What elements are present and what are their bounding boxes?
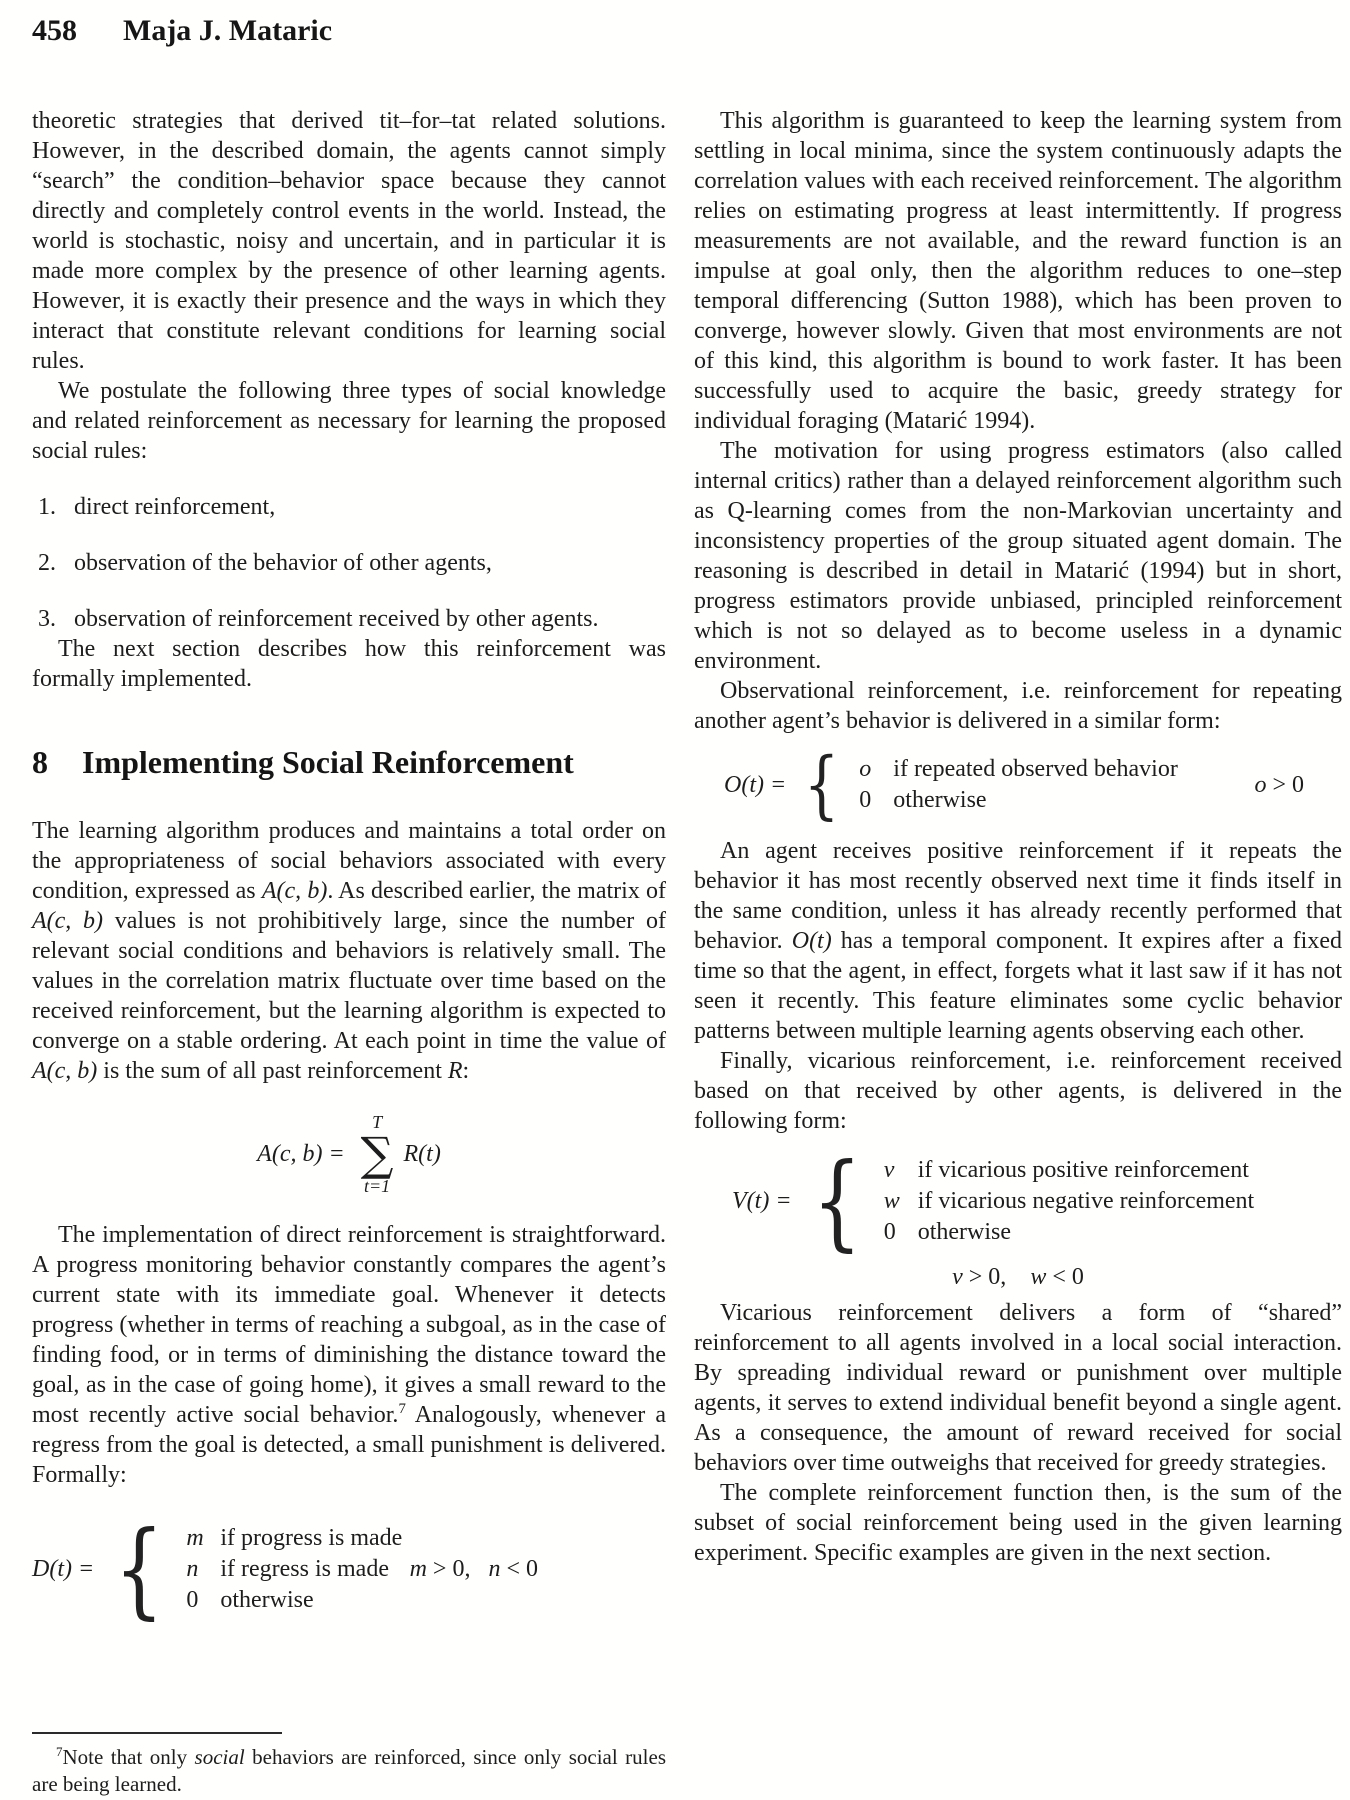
equation-lhs: A(c, b) = [257,1141,345,1167]
case-row [876,1155,1255,1186]
equation-constraint: m > 0, n < 0 [409,1556,538,1582]
paragraph-postulate: We postulate the following three types of social knowledge and related reinforcement as necessary for learning the proposed social rules: [32,378,666,464]
case-row [178,1554,402,1585]
page-header [32,14,332,48]
equation-constraint: o > 0 [1254,772,1304,798]
paragraph-shared-reinforcement: Vicarious reinforcement delivers a form of “shared” reinforcement to all agents involved in a local social interaction. By spreading individual reward or punishment over multiple agents, it serves to extend individual benefit beyond a single agent. As a consequence, the amount of reward received for social behaviors over time outweighs that received for greedy strategies. [694,1300,1342,1476]
equation-rhs: R(t) [403,1141,441,1167]
paragraph-strategies: theoretic strategies that derived tit–for–tat related solutions. However, in the described domain, the agents cannot simply “search” the condition–behavior space because they cannot directly and completely control events in the world. Instead, the world is stochastic, noisy and uncertain, and in particular it is made more complex by the presence of other learning agents. However, it is exactly their presence and the ways in which they interact that constitute relevant conditions for learning social rules. [32,108,666,374]
paragraph-learning-algorithm: The learning algorithm produces and maintains a total order on the appropriateness of social behaviors associated with every condition, expressed as A(c, b). As described earlier, the matrix of A(c, b) values is not prohibitively large, since the number of relevant social conditions and behaviors is relatively small. The values in the correlation matrix fluctuate over time based on the received reinforcement, but the learning algorithm is expected to converge on a stable ordering. At each point in time the value of A(c, b) is the sum of all past reinforcement R: [32,818,666,1084]
case-row [178,1523,402,1554]
paragraph-agent-repeats: An agent receives positive reinforcement if it repeats the behavior it has most recently observed next time it finds itself in the same condition, unless it has already recently performed that behavior. O(t) has a temporal component. It expires after a fixed time so that the agent, in effect, forgets what it last saw if it has not seen it recently. This feature eliminates some cyclic behavior patterns between multiple learning agents observing each other. [694,838,1342,1044]
list-item-1 [38,492,666,522]
case-row [876,1217,1255,1248]
list-number: 1. [38,494,56,520]
case-symbol: 0 [186,1586,199,1613]
summation-block [361,1112,394,1196]
case-row [178,1585,402,1616]
footnote-rule [32,1732,282,1734]
case-symbol: w [883,1187,900,1214]
case-symbol: o [859,756,872,782]
list-number: 3. [38,606,56,632]
equation-lhs: V(t) = [732,1188,792,1214]
section-heading [32,744,666,780]
sigma-summation-symbol: ∑ [360,1127,394,1181]
footnote-text: $^7$Note that only social behaviors are reinforced, since only social rules are being learned. [32,1744,666,1796]
summation-lower-limit: t=1 [364,1176,391,1196]
summation-upper-limit: T [372,1112,383,1132]
case-condition: otherwise [917,1218,1011,1245]
column-left [32,106,667,1630]
paragraph-complete-function: The complete reinforcement function then, is the sum of the subset of social reinforcement being used in the given learning experiment. Specific examples are given in the next section. [694,1480,1342,1566]
equation-sum-reinforcement [32,1112,666,1196]
list-number: 2. [38,550,56,576]
case-row [851,754,1178,785]
list-item-2 [38,548,666,578]
case-symbol: n [186,1555,199,1582]
case-condition: if vicarious positive reinforcement [917,1156,1249,1183]
case-condition: if progress is made [220,1524,403,1551]
footnote [32,1732,666,1798]
case-condition: if regress is made [220,1555,389,1582]
left-brace: { [114,1508,165,1630]
section-number: 8 [32,744,48,780]
paragraph-next-section: The next section describes how this reinforcement was formally implemented. [32,636,666,692]
equation-cases [876,1155,1255,1248]
case-symbol: v [883,1156,895,1183]
equation-direct-reinforcement [32,1508,666,1630]
left-brace: { [804,742,840,828]
list-text: observation of reinforcement received by other agents. [74,606,599,632]
page-number: 458 [32,14,77,47]
case-condition: otherwise [893,787,987,813]
equation-cases [851,754,1178,816]
equation-cases [178,1523,402,1616]
case-row [876,1186,1255,1217]
paragraph-algorithm-guarantee: This algorithm is guaranteed to keep the learning system from settling in local minima, since the system continuously adapts the correlation values with each received reinforcement. The algorithm relies on estimating progress at least intermittently. If progress measurements are not available, and the reward function is an impulse at goal only, then the algorithm reduces to one–step temporal differencing (Sutton 1988), which has been proven to converge, however slowly. Given that most environments are not of this kind, this algorithm is bound to work faster. It has been successfully used to acquire the basic, greedy strategy for individual foraging (Matarić 1994). [694,108,1342,434]
case-symbol: 0 [859,787,872,813]
equation-constraint: v > 0, w < 0 [952,1264,1084,1290]
equation-lhs: D(t) = [32,1556,95,1582]
case-row [851,785,1178,816]
paragraph-observational: Observational reinforcement, i.e. reinforcement for repeating another agent’s behavior is delivered in a similar form: [694,678,1342,734]
paragraph-vicarious-intro: Finally, vicarious reinforcement, i.e. reinforcement received based on that received by other agents, is delivered in the following form: [694,1048,1342,1134]
paragraph-motivation: The motivation for using progress estimators (also called internal critics) rather than a delayed reinforcement algorithm such as Q-learning comes from the non-Markovian uncertainty and inconsistency properties of the group situated agent domain. The reasoning is described in detail in Matarić (1994) but in short, progress estimators provide unbiased, principled reinforcement which is not so delayed as to become useless in a dynamic environment. [694,438,1342,674]
case-symbol: 0 [883,1218,896,1245]
section-title: Implementing Social Reinforcement [82,744,574,780]
list-item-3 [38,604,666,634]
case-symbol: m [186,1524,204,1551]
equation-observational-reinforcement [694,742,1342,828]
author-name: Maja J. Mataric [123,14,333,47]
social-knowledge-list [38,492,666,634]
case-condition: otherwise [220,1586,314,1613]
case-condition: if repeated observed behavior [893,756,1178,782]
equation-vicarious-reinforcement [694,1140,1342,1262]
column-right [694,106,1342,1568]
equation-lhs: O(t) = [724,772,787,798]
case-condition: if vicarious negative reinforcement [917,1187,1255,1214]
left-brace: { [811,1140,862,1262]
paragraph-direct-reinforcement: The implementation of direct reinforcement is straightforward. A progress monitoring behavior constantly compares the agent’s current state with its immediate goal. Whenever it detects progress (whether in terms of reaching a subgoal, as in the case of finding food, or in terms of diminishing the distance toward the goal, as in the case of going home), it gives a small reward to the most recently active social behavior.$^7$ Analogously, whenever a regress from the goal is detected, a small punishment is delivered. Formally: [32,1222,667,1488]
list-text: observation of the behavior of other agents, [74,550,492,576]
list-text: direct reinforcement, [74,494,276,520]
